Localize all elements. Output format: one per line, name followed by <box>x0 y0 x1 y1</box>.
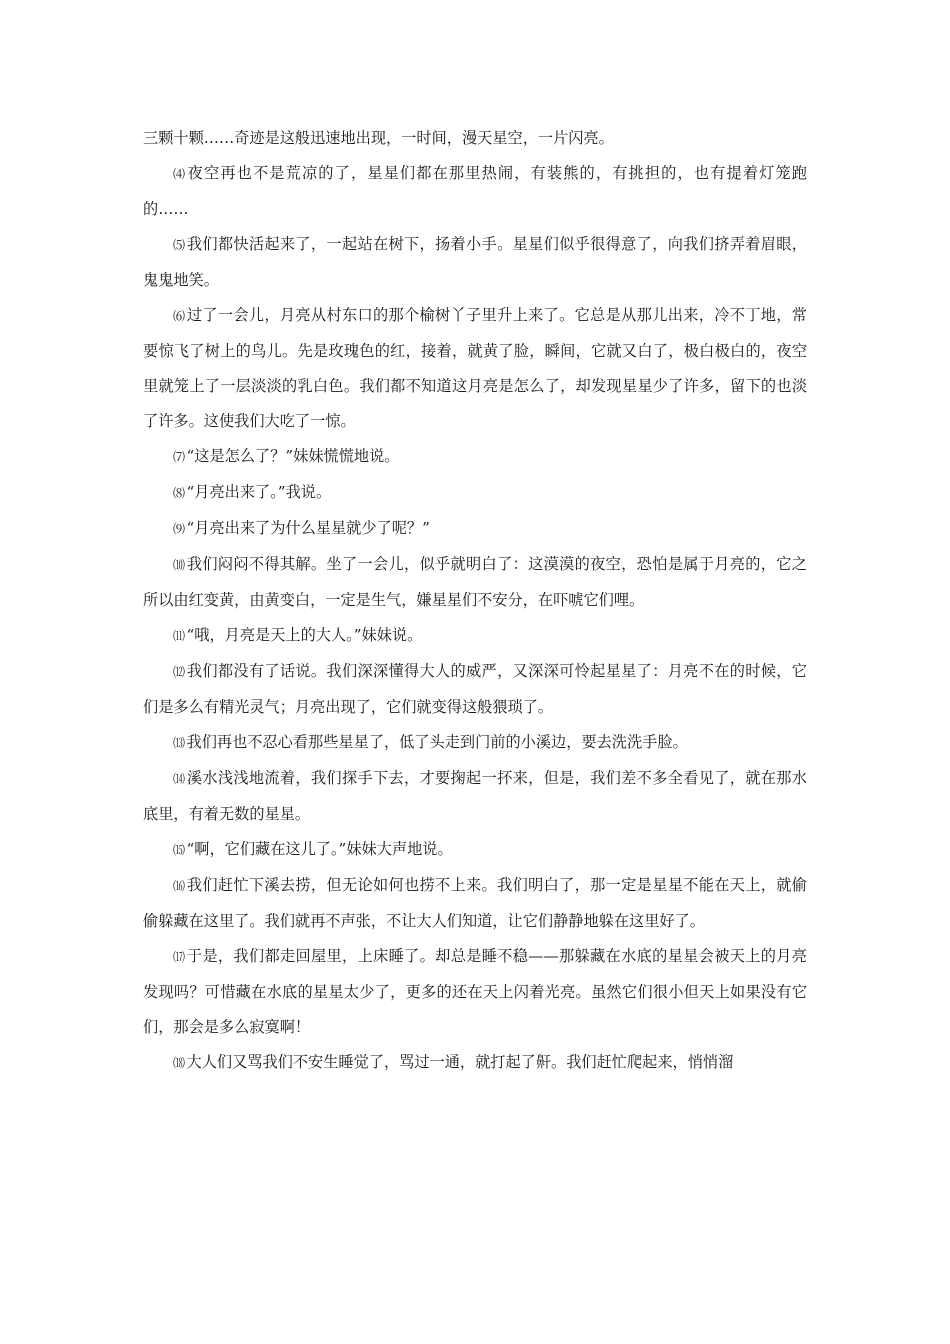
paragraph-number: ⑸ <box>173 238 185 252</box>
paragraph-number: ⑽ <box>173 558 185 572</box>
paragraph-text: 过了一会儿，月亮从村东口的那个榆树丫子里升上来了。它总是从那儿出来，冷不丁地，常要惊飞了树上的鸟儿。先是玫瑰色的红，接着，就黄了脸，瞬间，它就又白了，极白极白的，夜空里就笼上了一层淡淡的乳白色。我们都不知道这月亮是怎么了，却发现星星少了许多，留下的也淡了许多。这使我们大吃了一惊。 <box>143 306 807 430</box>
paragraph-text: “月亮出来了。”我说。 <box>186 483 332 501</box>
paragraph-number: ⒄ <box>173 950 185 964</box>
paragraph-number: ⑷ <box>173 167 186 181</box>
paragraph-10 <box>143 547 807 618</box>
paragraph-text: 溪水浅浅地流着，我们探手下去，才要掬起一抔来，但是，我们差不多全看见了，就在那水底里，有着无数的星星。 <box>143 769 807 823</box>
paragraph-text: 我们都快活起来了，一起站在树下，扬着小手。星星们似乎很得意了，向我们挤弄着眉眼，鬼鬼地笑。 <box>143 235 807 289</box>
paragraph-text: “月亮出来了为什么星星就少了呢？” <box>186 519 430 537</box>
paragraph-text: 我们赶忙下溪去捞，但无论如何也捞不上来。我们明白了，那一定是星星不能在天上，就偷偷躲藏在这里了。我们就再不声张，不让大人们知道，让它们静静地躲在这里好了。 <box>143 876 807 930</box>
paragraph-7 <box>143 439 807 475</box>
paragraph-number: ⑿ <box>173 665 185 679</box>
paragraph-14 <box>143 761 807 832</box>
paragraph-18 <box>143 1045 807 1081</box>
paragraph-16 <box>143 868 807 939</box>
paragraph-text: 我们再也不忍心看那些星星了，低了头走到门前的小溪边，要去洗洗手脸。 <box>186 733 688 751</box>
paragraph-number: ⒀ <box>173 736 185 750</box>
paragraph-12 <box>143 654 807 725</box>
paragraph-11 <box>143 618 807 654</box>
paragraph-text: “这是怎么了？”妹妹慌慌地说。 <box>186 447 400 465</box>
paragraph-3-continuation <box>143 121 807 156</box>
paragraph-13 <box>143 725 807 761</box>
paragraph-text: 我们闷闷不得其解。坐了一会儿，似乎就明白了：这漠漠的夜空，恐怕是属于月亮的，它之所以由红变黄，由黄变白，一定是生气，嫌星星们不安分，在吓唬它们哩。 <box>143 555 807 609</box>
paragraph-text: “哦，月亮是天上的大人。”妹妹说。 <box>186 626 423 644</box>
paragraph-text: 我们都没有了话说。我们深深懂得大人的威严，又深深可怜起星星了：月亮不在的时候，它们是多么有精光灵气；月亮出现了，它们就变得这般猥琐了。 <box>143 662 807 716</box>
paragraph-number: ⒂ <box>173 843 185 857</box>
paragraph-text: 三颗十颗……奇迹是这般迅速地出现，一时间，漫天星空，一片闪亮。 <box>143 129 614 147</box>
paragraph-5 <box>143 227 807 298</box>
article-body <box>143 121 807 1081</box>
paragraph-text: “啊，它们藏在这儿了。”妹妹大声地说。 <box>186 840 453 858</box>
paragraph-8 <box>143 475 807 511</box>
paragraph-number: ⒅ <box>173 1056 185 1070</box>
paragraph-text: 大人们又骂我们不安生睡觉了，骂过一通，就打起了鼾。我们赶忙爬起来，悄悄溜 <box>186 1053 734 1071</box>
paragraph-number: ⑾ <box>173 629 185 643</box>
paragraph-text: 于是，我们都走回屋里，上床睡了。却总是睡不稳——那躲藏在水底的星星会被天上的月亮发现吗？可惜藏在水底的星星太少了，更多的还在天上闪着光亮。虽然它们很小但天上如果没有它们，那会是多么寂寞啊！ <box>143 947 807 1036</box>
paragraph-15 <box>143 832 807 868</box>
paragraph-number: ⒁ <box>173 772 185 786</box>
paragraph-text: 夜空再也不是荒凉的了，星星们都在那里热闹，有装熊的，有挑担的，也有提着灯笼跑的…… <box>143 164 807 218</box>
paragraph-number: ⒃ <box>173 879 185 893</box>
paragraph-number: ⑺ <box>173 450 185 464</box>
paragraph-9 <box>143 511 807 547</box>
paragraph-6 <box>143 298 807 439</box>
paragraph-4 <box>143 156 807 227</box>
paragraph-17 <box>143 939 807 1045</box>
paragraph-number: ⑹ <box>173 309 185 323</box>
paragraph-number: ⑼ <box>173 522 185 536</box>
paragraph-number: ⑻ <box>173 486 185 500</box>
